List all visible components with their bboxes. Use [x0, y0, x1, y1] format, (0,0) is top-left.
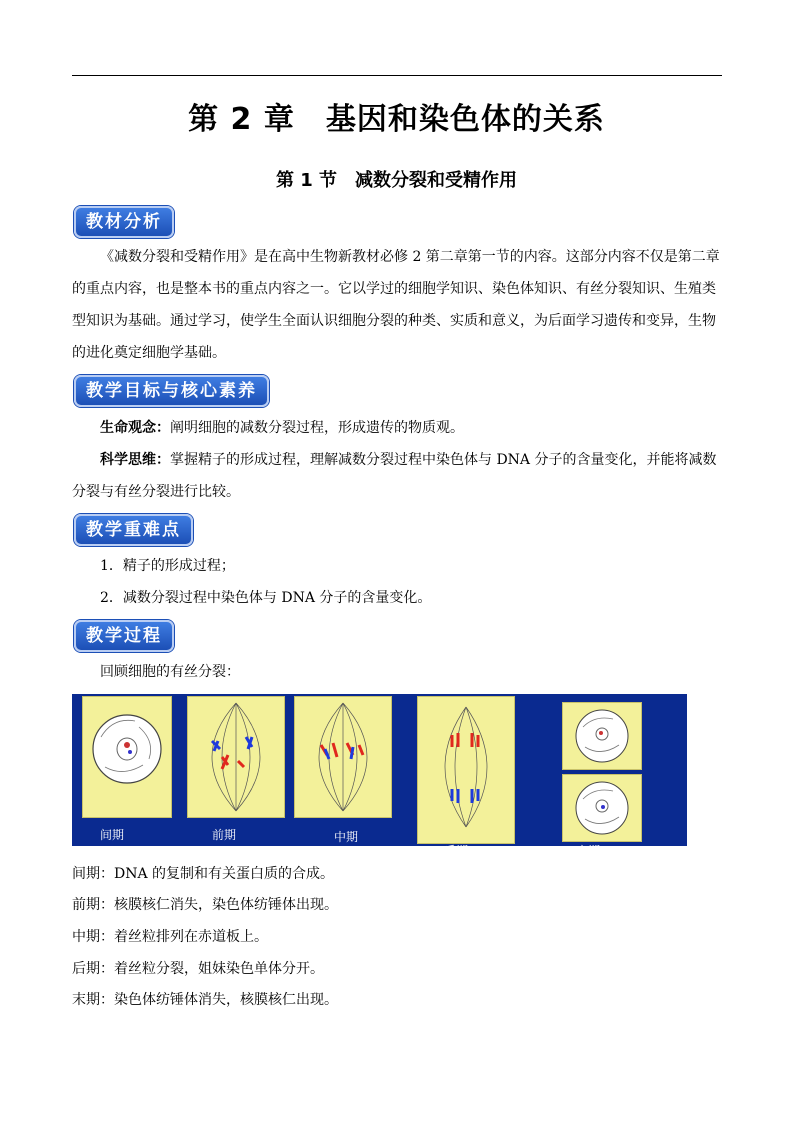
phase-line: 间期：DNA 的复制和有关蛋白质的合成。 — [72, 866, 335, 882]
stage-label: 前期 — [212, 828, 237, 842]
process-intro: 回顾细胞的有丝分裂： — [100, 664, 240, 680]
mitosis-figure — [72, 694, 687, 858]
stage-label: 间期 — [100, 828, 125, 842]
keypoint-item: 2．减数分裂过程中染色体与 DNA 分子的含量变化。 — [100, 590, 432, 606]
stage-label: 末期 — [576, 844, 601, 858]
interphase-cell — [83, 697, 171, 817]
chapter-title: 第 2 章 基因和染色体的关系 — [188, 102, 605, 137]
badge-goals: 教学目标与核心素养 — [74, 375, 269, 407]
telophase-cell-bottom — [563, 775, 641, 841]
goal-item — [72, 444, 722, 508]
panel-telophase-bottom — [562, 774, 642, 842]
badge-analysis: 教材分析 — [74, 206, 174, 238]
goal-term: 科学思维： — [100, 452, 170, 468]
metaphase-cell — [295, 697, 391, 817]
goal-term: 生命观念： — [100, 420, 170, 436]
panel-anaphase — [417, 696, 515, 844]
top-rule — [72, 75, 722, 76]
keypoint-item: 1．精子的形成过程； — [100, 558, 235, 574]
panel-telophase-top — [562, 702, 642, 770]
panel-interphase — [82, 696, 172, 818]
goal-item — [72, 412, 722, 444]
stage-label: 后期 — [444, 844, 469, 858]
stage-label: 中期 — [334, 830, 359, 844]
goal-text: 阐明细胞的减数分裂过程，形成遗传的物质观。 — [170, 420, 464, 436]
badge-process: 教学过程 — [74, 620, 174, 652]
prophase-cell — [188, 697, 284, 817]
goal-text: 掌握精子的形成过程，理解减数分裂过程中染色体与 DNA 分子的含量变化，并能将减数分裂与有丝分裂进行比较。 — [72, 452, 717, 500]
anaphase-cell — [418, 697, 514, 843]
phase-line: 前期：核膜核仁消失，染色体纺锤体出现。 — [72, 897, 338, 913]
telophase-cell-top — [563, 703, 641, 769]
phase-line: 中期：着丝粒排列在赤道板上。 — [72, 929, 268, 945]
phase-line: 末期：染色体纺锤体消失，核膜核仁出现。 — [72, 992, 338, 1008]
panel-metaphase — [294, 696, 392, 818]
analysis-paragraph: 《减数分裂和受精作用》是在高中生物新教材必修 2 第二章第一节的内容。这部分内容不仅是第二章的重点内容，也是整本书的重点内容之一。它以学过的细胞学知识、染色体知识、有丝分裂知识、生殖类型知识为基础。通过学习，使学生全面认识细胞分裂的种类、实质和意义，为后面学习遗传和变异，生物的进化奠定细胞学基础。 — [72, 249, 720, 361]
badge-keypoints: 教学重难点 — [74, 514, 193, 546]
section-title: 第 1 节 减数分裂和受精作用 — [275, 170, 518, 191]
phase-line: 后期：着丝粒分裂，姐妹染色单体分开。 — [72, 961, 324, 977]
panel-prophase — [187, 696, 285, 818]
